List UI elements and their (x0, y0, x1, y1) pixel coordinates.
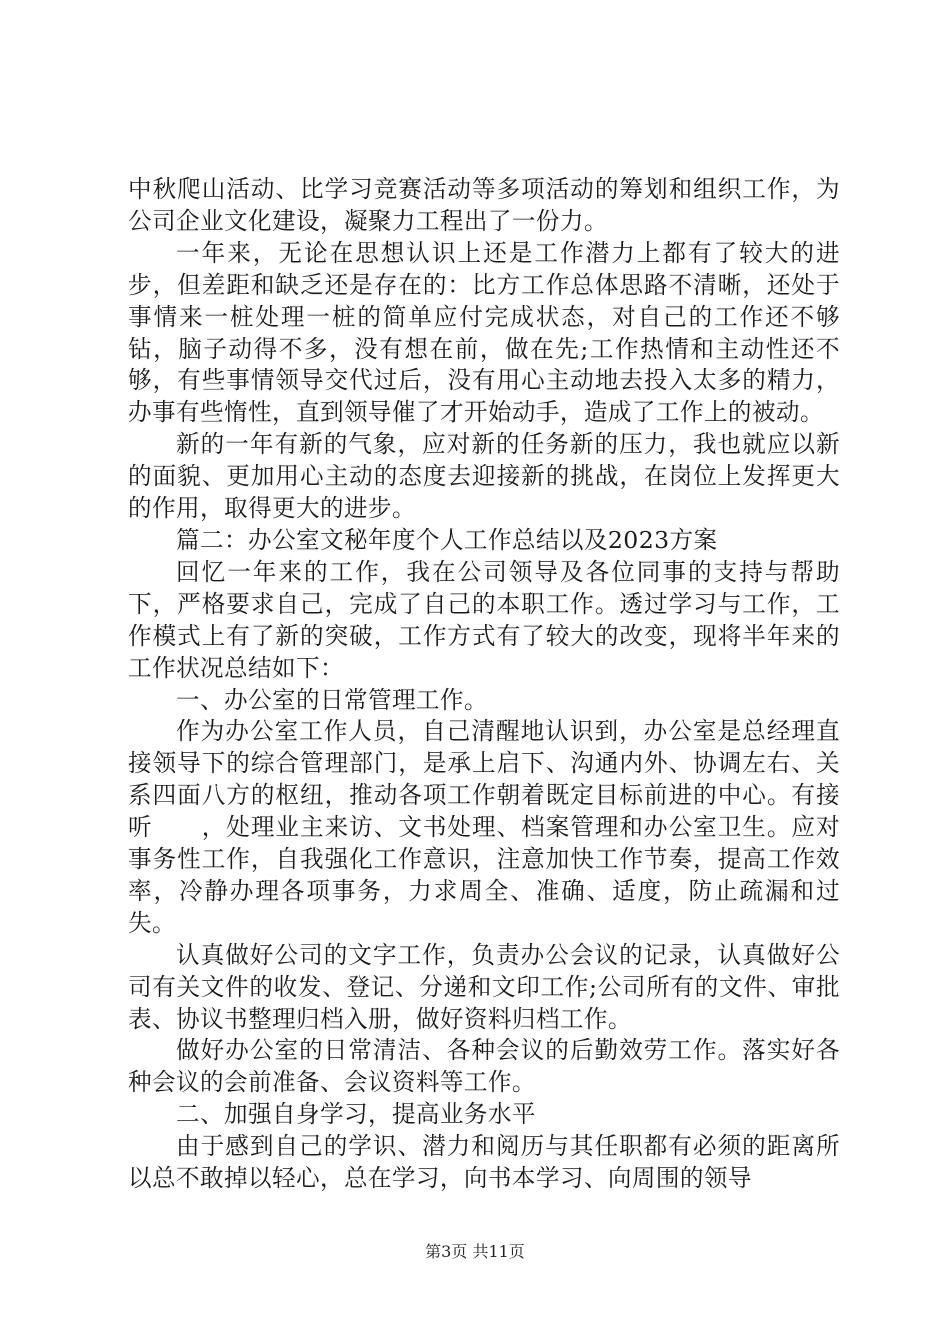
paragraph: 新的一年有新的气象，应对新的任务新的压力，我也就应以新的面貌、更加用心主动的态度去迎接新的挑战，在岗位上发挥更大的作用，取得更大的进步。 (128, 430, 840, 523)
section-heading: 篇二：办公室文秘年度个人工作总结以及2023方案 (176, 525, 718, 554)
paragraph: 回忆一年来的工作，我在公司领导及各位同事的支持与帮助下，严格要求自己，完成了自己的本职工作。透过学习与工作，工作模式上有了新的突破，工作方式有了较大的改变，现将半年来的工作状况总结如下： (128, 557, 840, 682)
paragraph: 认真做好公司的文字工作，负责办公会议的记录，认真做好公司有关文件的收发、登记、分递和文印工作;公司所有的文件、审批表、协议书整理归档入册，做好资料归档工作。 (128, 940, 840, 1033)
section-heading: 二、加强自身学习，提高业务水平 (176, 1100, 536, 1129)
paragraph: 中秋爬山活动、比学习竞赛活动等多项活动的筹划和组织工作，为公司企业文化建设，凝聚力工程出了一份力。 (128, 175, 840, 235)
document-body (128, 174, 840, 1195)
page-number-label: 第3页 共11页 (425, 1242, 525, 1261)
paragraph: 一年来，无论在思想认识上还是工作潜力上都有了较大的进步，但差距和缺乏还是存在的：比方工作总体思路不清晰，还处于事情来一桩处理一桩的简单应付完成状态，对自己的工作还不够钻，脑子动得不多，没有想在前，做在先;工作热情和主动性还不够，有些事情领导交代过后，没有用心主动地去投入太多的精力，办事有些惰性，直到领导催了才开始动手，造成了工作上的被动。 (128, 238, 840, 427)
section-heading: 一、办公室的日常管理工作。 (176, 685, 488, 714)
page-footer (0, 1242, 950, 1262)
paragraph: 做好办公室的日常清洁、各种会议的后勤效劳工作。落实好各种会议的会前准备、会议资料等工作。 (128, 1036, 840, 1097)
paragraph: 由于感到自己的学识、潜力和阅历与其任职都有必须的距离所以总不敢掉以轻心，总在学习，向书本学习、向周围的领导 (128, 1132, 840, 1193)
paragraph: 作为办公室工作人员，自己清醒地认识到，办公室是总经理直接领导下的综合管理部门，是承上启下、沟通内外、协调左右、关系四面八方的枢纽，推动各项工作朝着既定目标前进的中心。有接听 ，处理业主来访、文书处理、档案管理和办公室卫生。应对事务性工作，自我强化工作意识，注意加快工作节奏，提高工作效率，冷静办理各项事务，力求周全、准确、适度，防止疏漏和过失。 (128, 717, 840, 937)
